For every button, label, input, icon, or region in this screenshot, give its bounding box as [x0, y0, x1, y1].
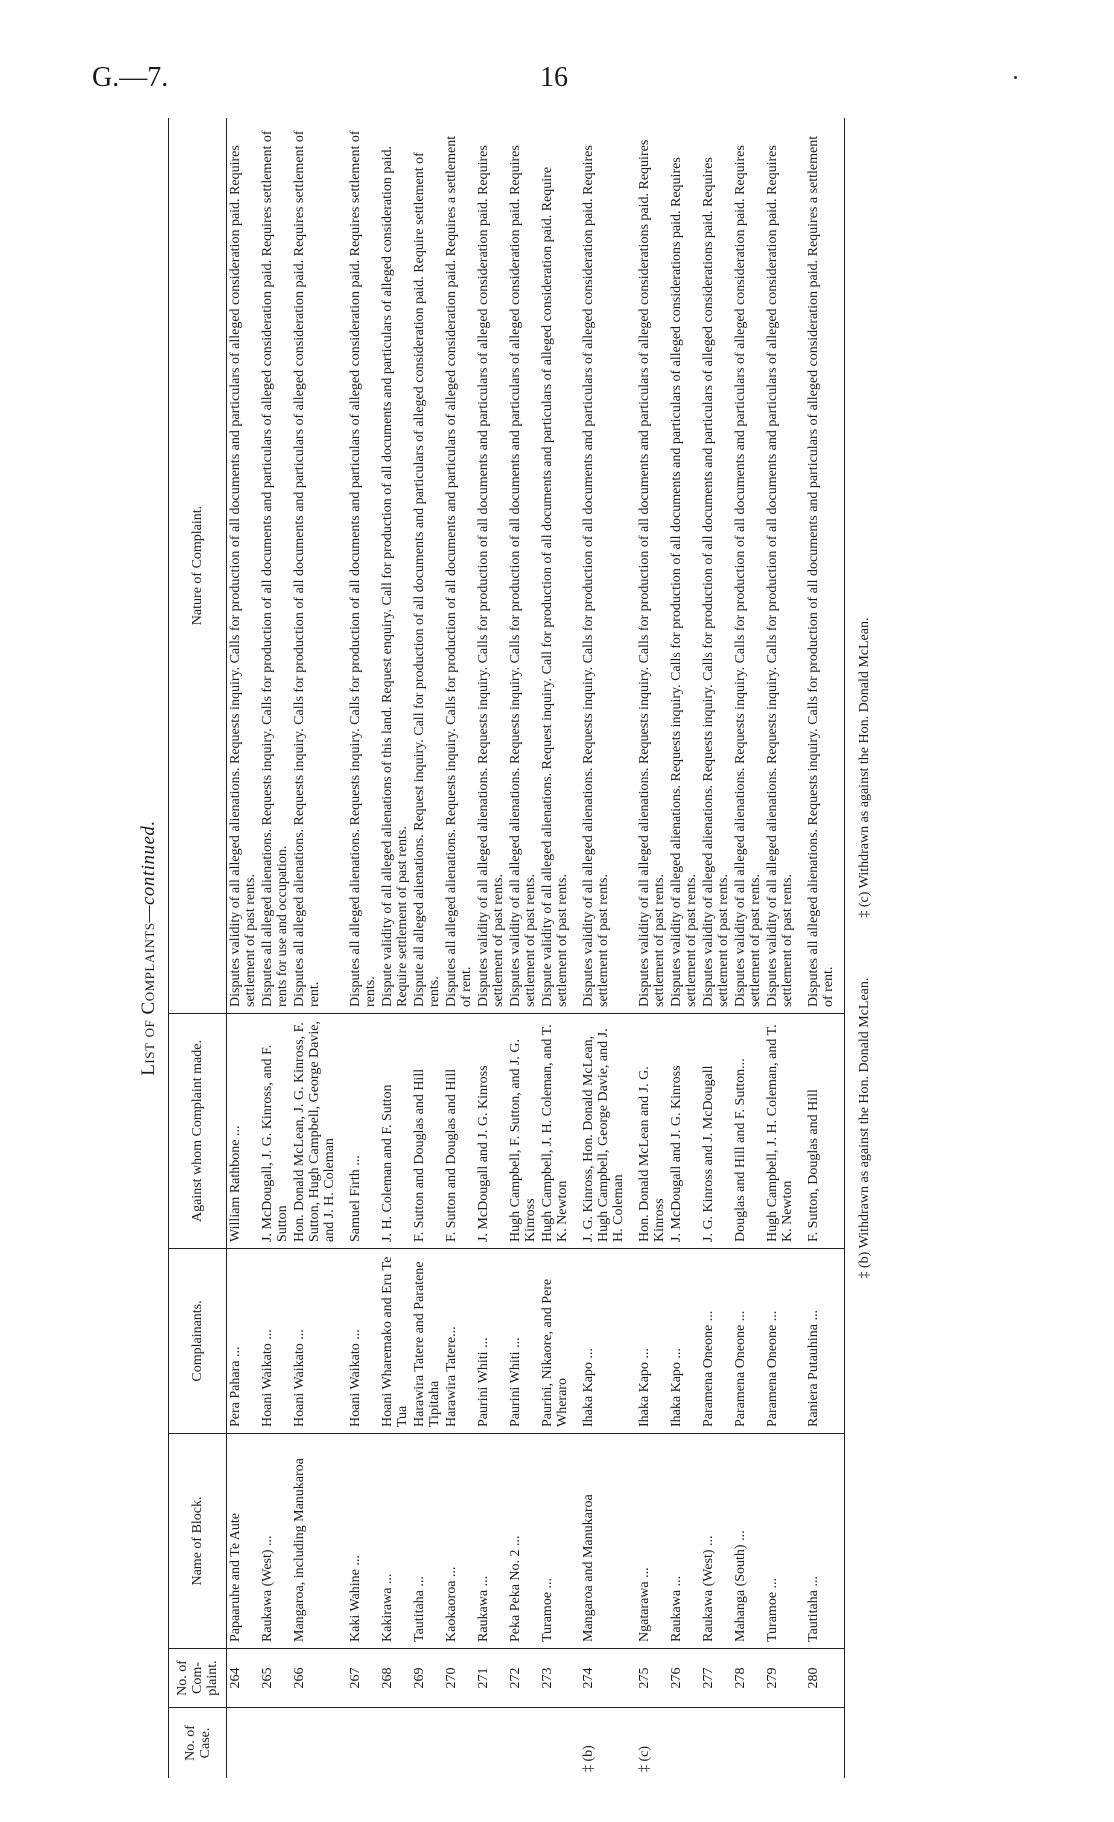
- cell-block: Turamoe ...: [764, 1434, 796, 1649]
- table-row: [259, 118, 291, 1778]
- cell-no: 280: [796, 1649, 845, 1708]
- cell-case: [507, 1708, 539, 1779]
- cell-block: Mahanga (South) ...: [732, 1434, 764, 1649]
- cell-block: Mangaroa and Manukaroa: [571, 1434, 627, 1649]
- cell-against: William Rathbone ...: [227, 1014, 260, 1249]
- cell-nature: Disputes validity of alleged alienations. Requests inquiry. Calls for production of all documents and particulars of alleged considerations paid. Requires settlement of past rents.: [668, 118, 700, 1014]
- cell-against: Douglas and Hill and F. Sutton...: [732, 1014, 764, 1249]
- cell-nature: Dispute validity of all alleged alienations. Request inquiry. Call for production of all documents and particulars of alleged consideration paid. Require settlement of past rents.: [539, 118, 571, 1014]
- table-row: [227, 118, 260, 1778]
- header-complaint-no: No. of Com-plaint.: [169, 1649, 227, 1708]
- header-block: Name of Block.: [169, 1434, 227, 1649]
- footnotes: [857, 118, 873, 1778]
- cell-complainants: Paramena Oneone ...: [764, 1249, 796, 1434]
- cell-no: 273: [539, 1649, 571, 1708]
- cell-against: Samuel Firth ...: [338, 1014, 379, 1249]
- cell-nature: Dispute all alleged alienations. Request inquiry. Call for production of all documents and particulars of alleged consideration paid. Require settlement of rents.: [411, 118, 443, 1014]
- table-row: [764, 118, 796, 1778]
- table-row: [539, 118, 571, 1778]
- table-row: [411, 118, 443, 1778]
- cell-case: [227, 1708, 260, 1779]
- cell-no: 269: [411, 1649, 443, 1708]
- table-header-row: [169, 118, 227, 1778]
- cell-case: [668, 1708, 700, 1779]
- cell-complainants: Hoani Waikato ...: [338, 1249, 379, 1434]
- cell-block: Raukawa ...: [475, 1434, 507, 1649]
- list-title-suffix: —continued.: [138, 820, 159, 923]
- header-complainants: Complainants.: [169, 1249, 227, 1434]
- cell-no: 271: [475, 1649, 507, 1708]
- complaints-table: [168, 118, 845, 1778]
- table-row: [571, 118, 627, 1778]
- cell-block: Kakirawa ...: [379, 1434, 411, 1649]
- cell-against: J. McDougall and J. G. Kinross: [475, 1014, 507, 1249]
- table-row: [475, 118, 507, 1778]
- cell-against: Hugh Campbell, F. Sutton, and J. G. Kinross: [507, 1014, 539, 1249]
- cell-nature: Disputes validity of all alleged alienations. Requests inquiry. Calls for production of all documents and particulars of alleged consideration paid. Requires settlement of past rents.: [732, 118, 764, 1014]
- cell-nature: Disputes validity of all alleged alienations. Requests inquiry. Calls for production of all documents and particulars of alleged consideration paid. Requires settlement of past rents.: [571, 118, 627, 1014]
- cell-block: Turamoe ...: [539, 1434, 571, 1649]
- cell-case: [475, 1708, 507, 1779]
- cell-nature: Disputes validity of all alleged alienations. Requests inquiry. Calls for production of all documents and particulars of alleged consideration paid. Requires settlement of past rents.: [475, 118, 507, 1014]
- table-row: [732, 118, 764, 1778]
- cell-no: 270: [443, 1649, 475, 1708]
- table-row: [443, 118, 475, 1778]
- table-row: [338, 118, 379, 1778]
- header-nature: Nature of Complaint.: [169, 118, 227, 1014]
- table-row: [291, 118, 338, 1778]
- cell-no: 275: [627, 1649, 668, 1708]
- cell-nature: Dispute validity of all alleged alienations of this land. Request enquiry. Call for production of all documents and particulars of alleged consideration paid. Require settlement of past rents.: [379, 118, 411, 1014]
- cell-case: [539, 1708, 571, 1779]
- list-title: [138, 118, 168, 1778]
- table-row: [507, 118, 539, 1778]
- cell-block: Mangaroa, including Manukaroa: [291, 1434, 338, 1649]
- cell-block: Kaki Wahine ...: [338, 1434, 379, 1649]
- cell-case: [338, 1708, 379, 1779]
- cell-no: 264: [227, 1649, 260, 1708]
- cell-block: Ngatarawa ...: [627, 1434, 668, 1649]
- cell-case: [291, 1708, 338, 1779]
- cell-complainants: Pera Pahara ...: [227, 1249, 260, 1434]
- footnote-b: ‡ (b) Withdrawn as against the Hon. Donald McLean.: [857, 977, 872, 1279]
- cell-complainants: Raniera Putauhina ...: [796, 1249, 845, 1434]
- cell-complainants: Hoani Wharemako and Eru Te Tua: [379, 1249, 411, 1434]
- footnote-c: ‡ (c) Withdrawn as against the Hon. Donald McLean.: [857, 617, 872, 918]
- cell-no: 267: [338, 1649, 379, 1708]
- table-row: [379, 118, 411, 1778]
- cell-block: Papaaruhe and Te Aute: [227, 1434, 260, 1649]
- cell-complainants: Hoani Waikato ...: [291, 1249, 338, 1434]
- cell-complainants: Harawira Tatere...: [443, 1249, 475, 1434]
- cell-case: [764, 1708, 796, 1779]
- cell-no: 279: [764, 1649, 796, 1708]
- cell-no: 265: [259, 1649, 291, 1708]
- cell-against: F. Sutton and Douglas and Hill: [411, 1014, 443, 1249]
- cell-case: [732, 1708, 764, 1779]
- header-case: No. of Case.: [169, 1708, 227, 1779]
- table-row: [700, 118, 732, 1778]
- cell-no: 278: [732, 1649, 764, 1708]
- cell-complainants: Ihaka Kapo ...: [571, 1249, 627, 1434]
- cell-case: [796, 1708, 845, 1779]
- table-row: [668, 118, 700, 1778]
- cell-against: J. G. Kinross, Hon. Donald McLean, Hugh Campbell, George Davie, and J. H. Coleman: [571, 1014, 627, 1249]
- list-title-main: List of Complaints: [138, 922, 159, 1076]
- cell-complainants: Paramena Oneone ...: [732, 1249, 764, 1434]
- page-identifier: G.—7.: [92, 62, 169, 93]
- cell-nature: Disputes validity of all alleged alienations. Requests inquiry. Calls for production of all documents and particulars of alleged consideration paid. Requires settlement of past rents.: [507, 118, 539, 1014]
- cell-block: Raukawa (West) ...: [700, 1434, 732, 1649]
- cell-block: Tautitaha ...: [411, 1434, 443, 1649]
- cell-case: [379, 1708, 411, 1779]
- cell-against: F. Sutton, Douglas and Hill: [796, 1014, 845, 1249]
- cell-complainants: Ihaka Kapo ...: [668, 1249, 700, 1434]
- cell-against: J. G. Kinross and J. McDougall: [700, 1014, 732, 1249]
- page-mark: [1014, 76, 1017, 79]
- cell-against: Hon. Donald McLean and J. G. Kinross: [627, 1014, 668, 1249]
- table-row: [796, 118, 845, 1778]
- cell-nature: Disputes all alleged alienations. Requests inquiry. Calls for production of all documents and particulars of alleged consideration paid. Requires a settlement of rent.: [443, 118, 475, 1014]
- cell-case: [259, 1708, 291, 1779]
- cell-no: 277: [700, 1649, 732, 1708]
- cell-against: J. H. Coleman and F. Sutton: [379, 1014, 411, 1249]
- cell-block: Tautitaha ...: [796, 1434, 845, 1649]
- cell-complainants: Paramena Oneone ...: [700, 1249, 732, 1434]
- cell-complainants: Hoani Waikato ...: [259, 1249, 291, 1434]
- cell-complainants: Harawira Tatere and Paratene Tipitaha: [411, 1249, 443, 1434]
- cell-nature: Disputes validity of all alleged alienations. Requests inquiry. Calls for production of all documents and particulars of alleged consideration paid. Requires settlement of past rents.: [227, 118, 260, 1014]
- cell-complainants: Paurini, Nikaore, and Pere Wheraro: [539, 1249, 571, 1434]
- cell-nature: Disputes all alleged alienations. Requests inquiry. Calls for production of all documents and particulars of alleged consideration paid. Requires settlement of rent.: [291, 118, 338, 1014]
- table-row: [627, 118, 668, 1778]
- cell-case: [700, 1708, 732, 1779]
- cell-complainants: Paurini Whiti ...: [507, 1249, 539, 1434]
- cell-complainants: Paurini Whiti ...: [475, 1249, 507, 1434]
- cell-block: Peka Peka No. 2 ...: [507, 1434, 539, 1649]
- cell-block: Raukawa (West) ...: [259, 1434, 291, 1649]
- header-against: Against whom Complaint made.: [169, 1014, 227, 1249]
- cell-case: ‡ (b): [581, 1745, 596, 1772]
- cell-against: J. McDougall and J. G. Kinross: [668, 1014, 700, 1249]
- cell-nature: Disputes validity of all alleged alienations. Requests inquiry. Calls for production of all documents and particulars of alleged considerations paid. Requires settlement of past rents.: [627, 118, 668, 1014]
- cell-against: Hon. Donald McLean, J. G. Kinross, F. Sutton, Hugh Campbell, George Davie, and J. H. Coleman: [291, 1014, 338, 1249]
- cell-block: Raukawa ...: [668, 1434, 700, 1649]
- cell-case: ‡ (c): [637, 1745, 652, 1772]
- cell-nature: Disputes validity of all alleged alienations. Requests inquiry. Calls for production of all documents and particulars of alleged consideration paid. Requires settlement of past rents.: [764, 118, 796, 1014]
- cell-against: Hugh Campbell, J. H. Coleman, and T. K. Newton: [539, 1014, 571, 1249]
- cell-nature: Disputes all alleged alienations. Requests inquiry. Calls for production of all documents and particulars of alleged consideration paid. Requires a settlement of rent.: [796, 118, 845, 1014]
- cell-case: [411, 1708, 443, 1779]
- rotated-table-region: [138, 118, 958, 1778]
- cell-no: 276: [668, 1649, 700, 1708]
- cell-nature: Disputes all alleged alienations. Requests inquiry. Calls for production of all documents and particulars of alleged consideration paid. Requires settlement of rents for use and occupation.: [259, 118, 291, 1014]
- cell-complainants: Ihaka Kapo ...: [627, 1249, 668, 1434]
- cell-no: 266: [291, 1649, 338, 1708]
- cell-block: Kaokaoroa ...: [443, 1434, 475, 1649]
- cell-against: Hugh Campbell, J. H. Coleman, and T. K. Newton: [764, 1014, 796, 1249]
- cell-nature: Disputes all alleged alienations. Requests inquiry. Calls for production of all documents and particulars of alleged consideration paid. Requires settlement of rents.: [338, 118, 379, 1014]
- cell-nature: Disputes validity of alleged alienations. Requests inquiry. Calls for production of all documents and particulars of alleged considerations paid. Requires settlement of past rents.: [700, 118, 732, 1014]
- cell-against: F. Sutton and Douglas and Hill: [443, 1014, 475, 1249]
- cell-case: [443, 1708, 475, 1779]
- cell-against: J. McDougall, J. G. Kinross, and F. Sutton: [259, 1014, 291, 1249]
- cell-no: 268: [379, 1649, 411, 1708]
- cell-no: 272: [507, 1649, 539, 1708]
- cell-no: 274: [571, 1649, 627, 1708]
- page-number: 16: [540, 62, 568, 93]
